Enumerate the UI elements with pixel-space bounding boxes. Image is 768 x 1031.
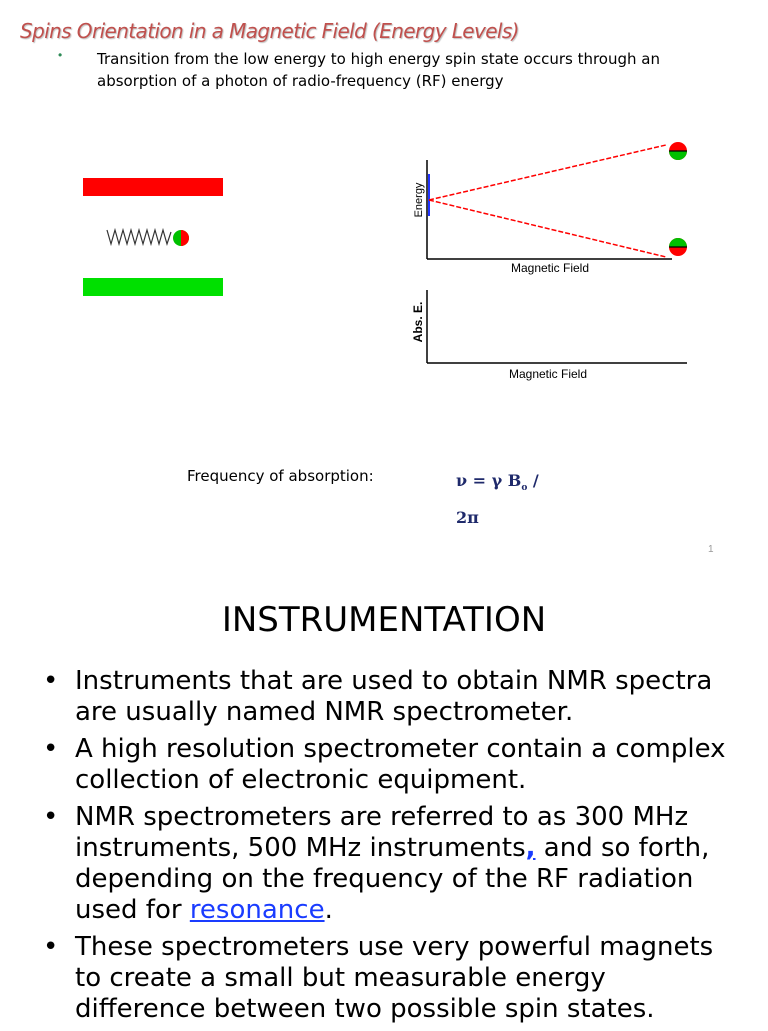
spin-ball-upper bbox=[669, 142, 687, 160]
slide1-title: Spins Orientation in a Magnetic Field (Energy Levels) bbox=[20, 19, 519, 43]
magnetic-field-axis-label: Magnetic Field bbox=[510, 261, 590, 275]
spin-ball-lower bbox=[669, 238, 687, 256]
formula-line1: ν = γ B bbox=[456, 471, 522, 490]
formula-line2: 2π bbox=[456, 508, 479, 528]
magnetic-field-axis-label-2: Magnetic Field bbox=[508, 367, 588, 381]
photon-wave-diagram bbox=[105, 224, 195, 254]
upper-energy-line bbox=[429, 145, 666, 200]
abs-axis-label: Abs. E. bbox=[411, 301, 425, 343]
low-energy-bar bbox=[83, 278, 223, 296]
list-item: • Instruments that are used to obtain NMR spectra are usually named NMR spectrometer. bbox=[43, 666, 713, 727]
list-item: • A high resolution spectrometer contain a complex collection of electronic equipment. bbox=[43, 734, 726, 795]
comment-marker[interactable]: , bbox=[525, 833, 536, 863]
lower-energy-line bbox=[429, 200, 666, 257]
energy-axis-label: Energy bbox=[413, 182, 425, 218]
slide2-title: INSTRUMENTATION bbox=[221, 600, 547, 640]
frequency-label: Frequency of absorption: bbox=[187, 467, 374, 485]
formula-sub: o bbox=[521, 483, 528, 494]
frequency-formula bbox=[456, 466, 539, 533]
page-number: 1 bbox=[708, 544, 714, 555]
photon-wave bbox=[107, 230, 171, 244]
absorption-diagram bbox=[400, 290, 700, 390]
list-item: • NMR spectrometers are referred to as 300 MHz instruments, 500 MHz instruments, and so forth, depending on the frequency of the RF radiation used for resonance. bbox=[43, 802, 710, 925]
slide2-bullet-list bbox=[40, 666, 740, 1031]
spin-ball-red-half bbox=[181, 230, 189, 246]
slide1-bullet-text: Transition from the low energy to high energy spin state occurs through an absorption of a photon of radio-frequency (RF) energy bbox=[97, 50, 660, 90]
list-item: • These spectrometers use very powerful magnets to create a small but measurable energy difference between two possible spin states. bbox=[43, 932, 714, 1024]
energy-diagram bbox=[400, 140, 700, 280]
formula-slash: / bbox=[527, 471, 539, 490]
resonance-link[interactable]: resonance bbox=[189, 895, 325, 925]
high-energy-bar bbox=[83, 178, 223, 196]
bullet-dot: • bbox=[58, 48, 63, 62]
